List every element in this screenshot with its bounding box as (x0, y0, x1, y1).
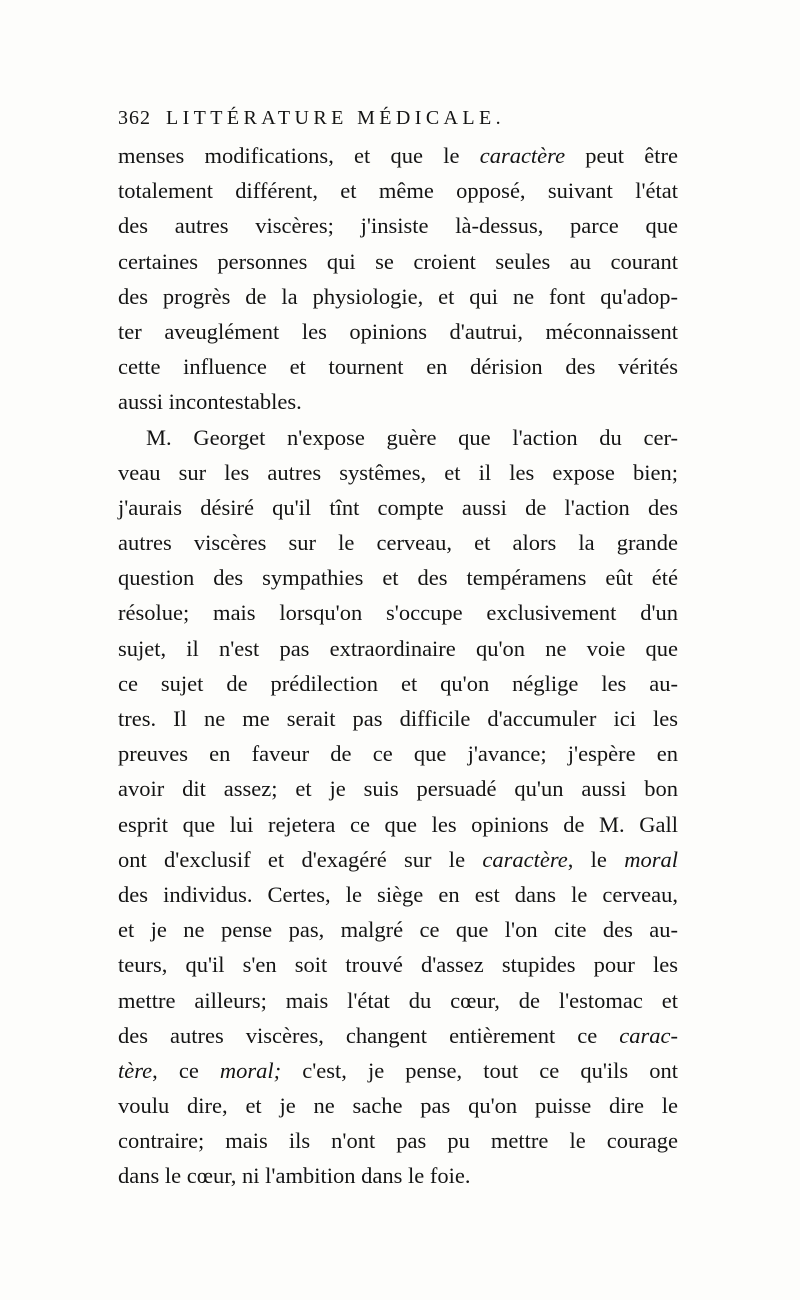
body-text (118, 138, 678, 1194)
text-line: ter aveuglément les opinions d'autrui, méconnaissent (118, 318, 678, 344)
running-head (118, 100, 678, 136)
text-line: des progrès de la physiologie, et qui ne font qu'adop- (118, 283, 678, 309)
text-line: autres viscères sur le cerveau, et alors la grande (118, 530, 678, 556)
paragraph-1 (118, 138, 678, 420)
paragraph-2 (118, 420, 678, 1194)
text-line: des autres viscères, changent entièrement ce carac- (118, 1022, 678, 1048)
text-line: teurs, qu'il s'en soit trouvé d'assez stupides pour les (118, 952, 678, 978)
text-line: menses modifications, et que le caractère peut être (118, 143, 678, 168)
text-line: tres. Il ne me serait pas difficile d'accumuler ici les (118, 706, 678, 731)
text-line: question des sympathies et des tempéramens eût été (118, 565, 678, 591)
running-title: LITTÉRATURE MÉDICALE. (166, 107, 506, 129)
text-line: cette influence et tournent en dérision des vérités (118, 354, 678, 380)
text-line: avoir dit assez; et je suis persuadé qu'un aussi bon (118, 776, 678, 802)
text-line: contraire; mais ils n'ont pas pu mettre le courage (118, 1128, 678, 1154)
text-line: dans le cœur, ni l'ambition dans le foie. (118, 1163, 471, 1189)
text-line: certaines personnes qui se croient seules au courant (118, 248, 678, 274)
text-line: sujet, il n'est pas extraordinaire qu'on ne voie que (118, 635, 678, 661)
page-number: 362 (118, 107, 151, 129)
text-line: ont d'exclusif et d'exagéré sur le caractère, le moral (118, 846, 678, 872)
text-line: veau sur les autres systêmes, et il les expose bien; (118, 459, 678, 485)
text-line: des autres viscères; j'insiste là-dessus, parce que (118, 213, 678, 239)
text-line: aussi incontestables. (118, 389, 302, 415)
text-line: ce sujet de prédilection et qu'on néglige les au- (118, 670, 678, 696)
text-line: M. Georget n'expose guère que l'action du cer- (146, 424, 678, 450)
text-line: mettre ailleurs; mais l'état du cœur, de l'estomac et (118, 987, 678, 1013)
text-line: totalement différent, et même opposé, suivant l'état (118, 178, 678, 204)
text-line: résolue; mais lorsqu'on s'occupe exclusivement d'un (118, 600, 678, 626)
text-line: preuves en faveur de ce que j'avance; j'espère en (118, 741, 678, 767)
text-line: tère, ce moral; c'est, je pense, tout ce qu'ils ont (118, 1057, 678, 1083)
text-line: des individus. Certes, le siège en est dans le cerveau, (118, 881, 678, 907)
text-line: voulu dire, et je ne sache pas qu'on puisse dire le (118, 1093, 678, 1119)
text-line: j'aurais désiré qu'il tînt compte aussi de l'action des (118, 494, 678, 520)
text-line: et je ne pense pas, malgré ce que l'on cite des au- (118, 917, 678, 943)
text-line: esprit que lui rejetera ce que les opinions de M. Gall (118, 811, 678, 837)
